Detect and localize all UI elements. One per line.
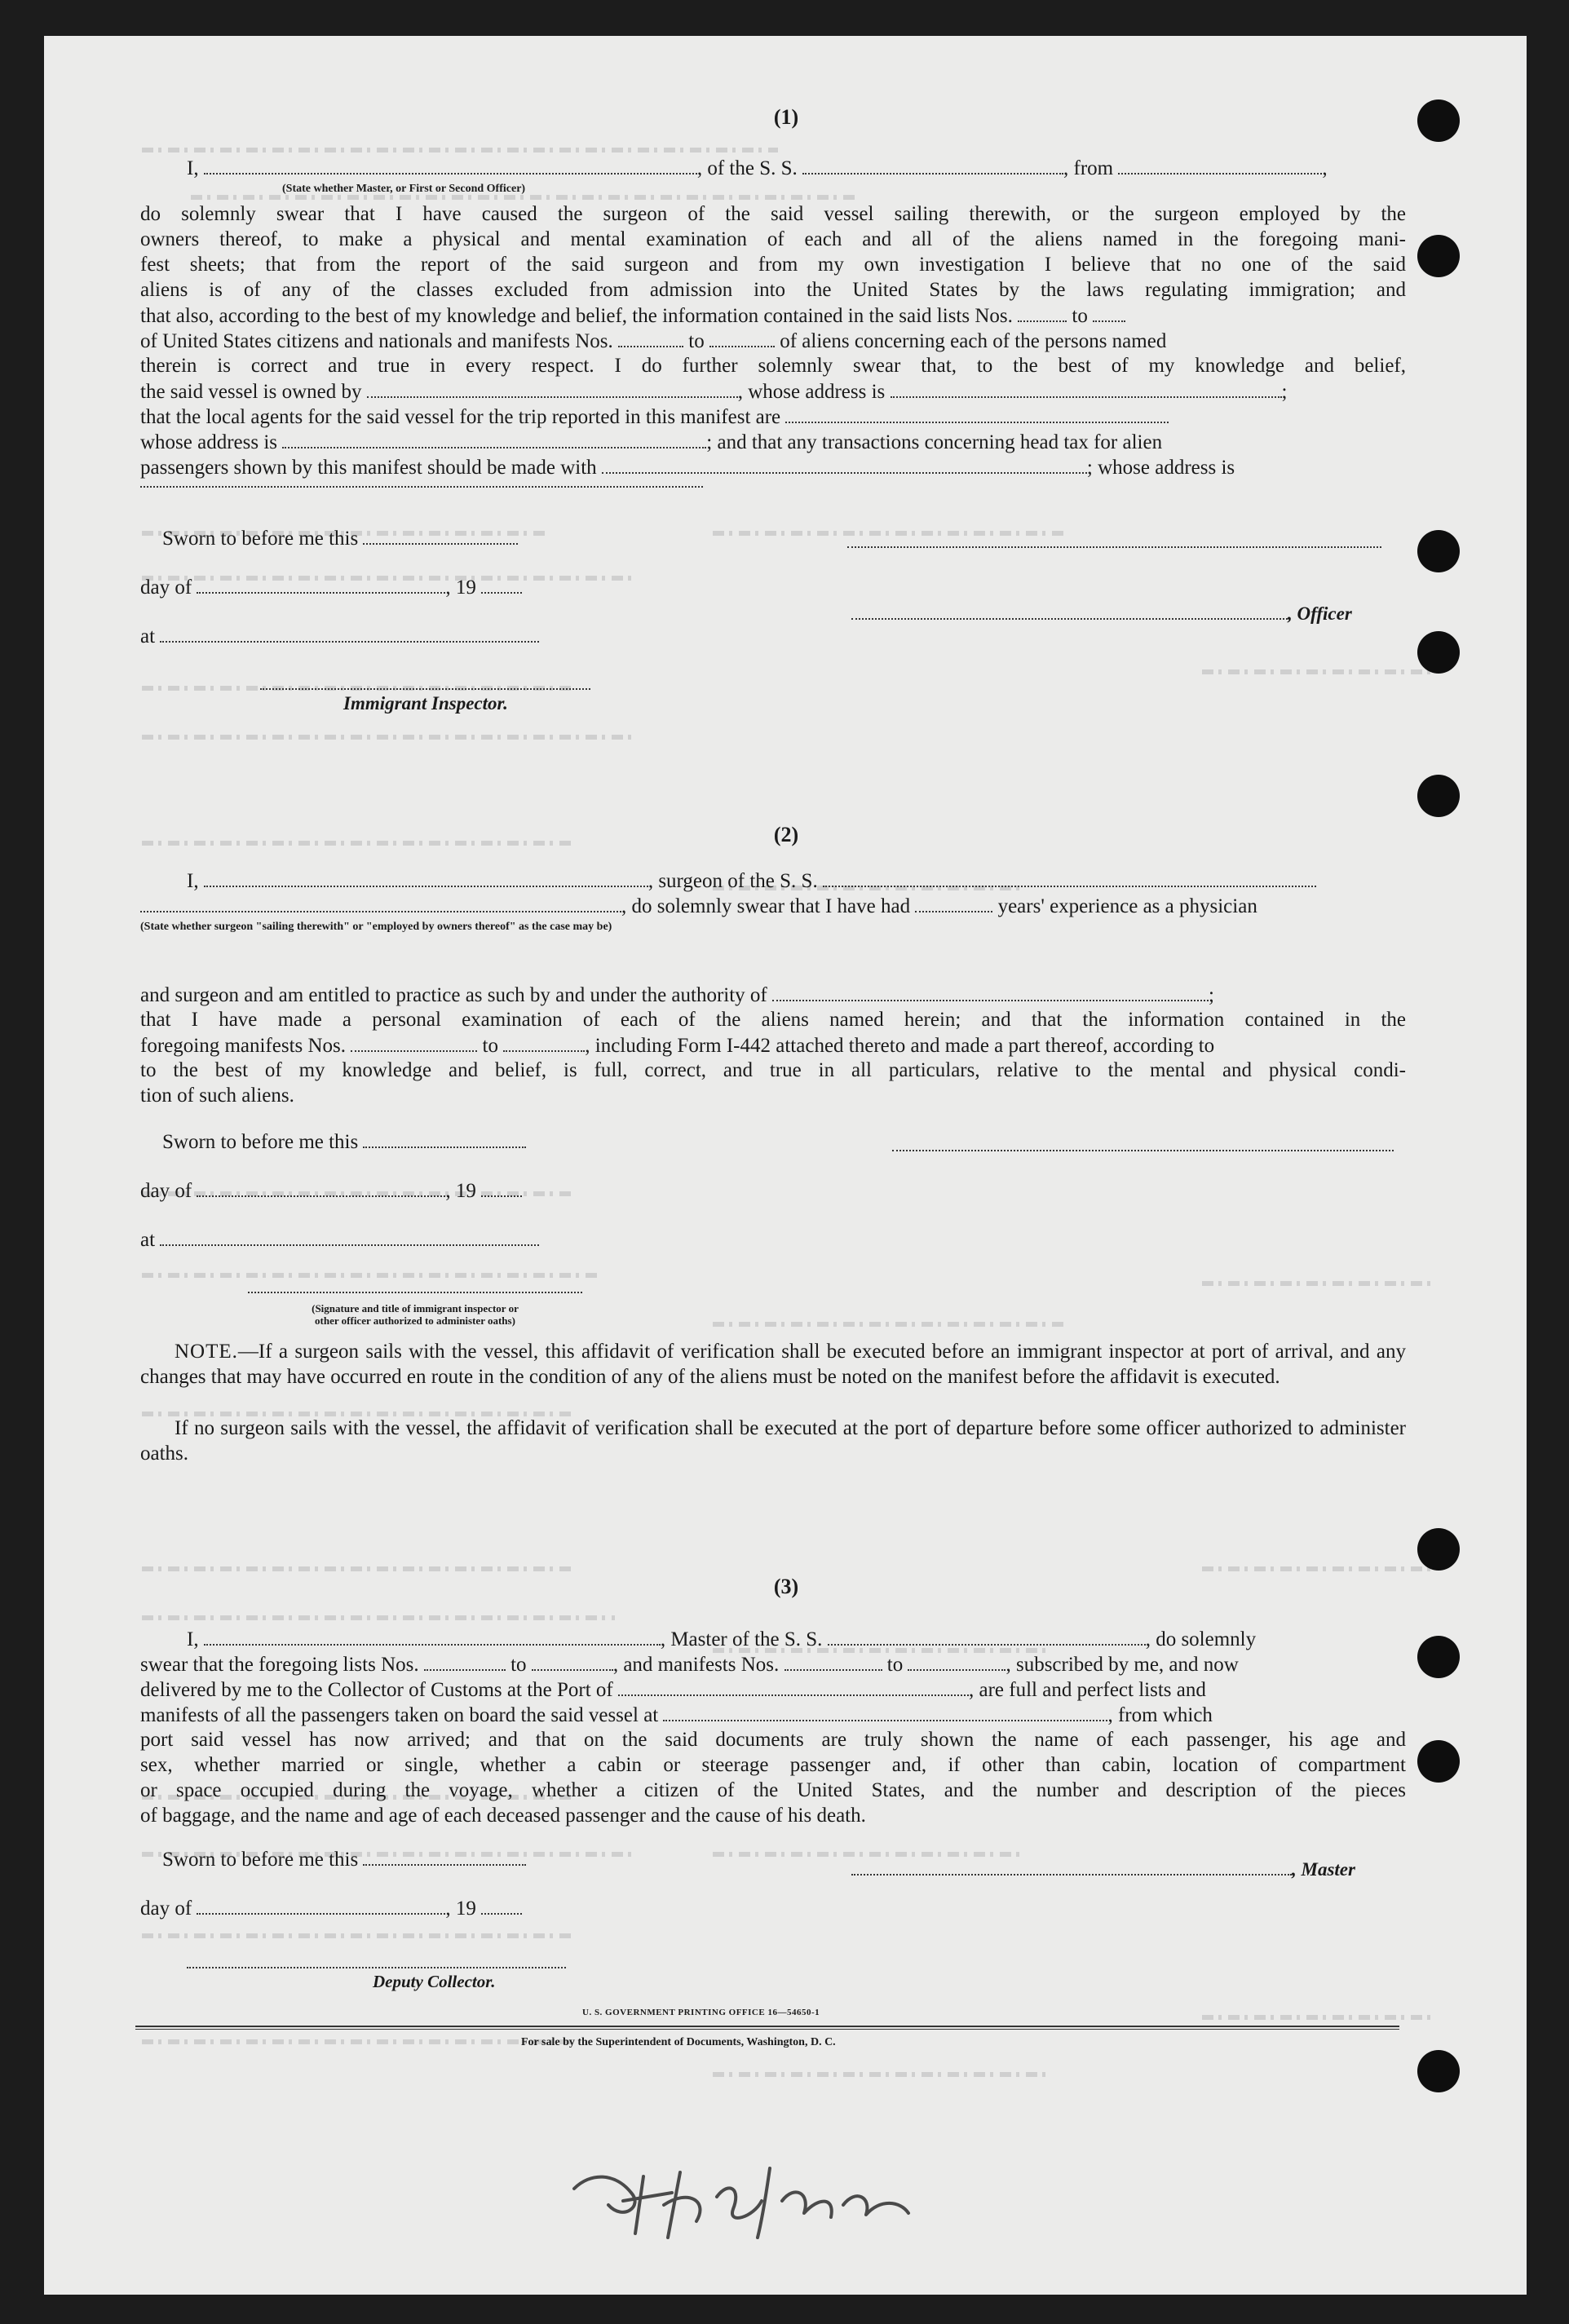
master-lists-to-field[interactable] [532, 1651, 613, 1671]
master-sworn-date-field[interactable] [363, 1846, 526, 1866]
affidavit-2-body-end: to the best of my knowledge and belief, is full, correct, and true in all particulars, relative to the mental and physical condi- tion of such aliens. [140, 1059, 1406, 1107]
master-vessel-field[interactable] [828, 1626, 1146, 1646]
sale-notice: For sale by the Superintendent of Documents, Washington, D. C. [521, 2036, 836, 2048]
affidavit-2-at: at [140, 1226, 539, 1253]
agents-field[interactable] [785, 404, 1169, 423]
master-name-field[interactable] [204, 1626, 661, 1646]
port-of-arrival-field[interactable] [618, 1677, 969, 1696]
month-field[interactable] [197, 574, 445, 594]
affidavit-2-day-of: day of , 19 [140, 1177, 522, 1204]
port-of-embarkation-field[interactable] [663, 1702, 1107, 1721]
affidavit-1-owned-line: the said vessel is owned by , whose address is ; [140, 378, 1287, 404]
deputy-collector-signature-line[interactable] [187, 1967, 566, 1968]
affidavit-3-line-2: swear that the foregoing lists Nos. to , and manifests Nos. to , subscribed by me, and now [140, 1651, 1239, 1677]
footer-rule-2 [135, 2029, 1399, 2030]
punch-hole [1417, 530, 1460, 572]
master-month-field[interactable] [197, 1895, 445, 1915]
affidavit-2-sworn: Sworn to before me this [162, 1129, 526, 1155]
punch-hole [1417, 1636, 1460, 1678]
affidavit-1-agents-address-line: whose address is ; and that any transactions concerning head tax for alien [140, 429, 1162, 455]
manifests-from-field[interactable] [618, 328, 683, 347]
inspector-signature-line[interactable] [260, 688, 590, 690]
note-paragraph: NOTE.—If a surgeon sails with the vessel, this affidavit of verification shall be executed before an immigrant inspector at port of arrival, and any changes that may have occurred en route in the condition of any of the aliens must be noted on the manifest before the affidavit is executed. [140, 1341, 1406, 1388]
punch-hole [1417, 775, 1460, 817]
authority-field[interactable] [772, 982, 1209, 1001]
agents-address-field[interactable] [282, 429, 706, 448]
surgeon-caption: (State whether surgeon "sailing therewith" or "employed by owners thereof" as the case may be) [140, 921, 612, 933]
master-manifests-from-field[interactable] [784, 1651, 882, 1671]
handwritten-annotation [566, 2156, 925, 2246]
manifests-to-field[interactable] [709, 328, 775, 347]
surgeon-manifests-to-field[interactable] [503, 1032, 585, 1052]
affidavit-2-body-line: that I have made a personal examination of each of the aliens named herein; and that the information contained in the [140, 1009, 1406, 1031]
lists-to-field[interactable] [1093, 303, 1125, 322]
surgeon-signature-line[interactable] [892, 1150, 1394, 1151]
affidavit-3-line-3: delivered by me to the Collector of Customs at the Port of , are full and perfect lists and [140, 1677, 1206, 1703]
master-year-field[interactable] [481, 1895, 522, 1915]
surgeon-name-field[interactable] [204, 868, 648, 887]
affidavit-2-authority-line: and surgeon and am entitled to practice as such by and under the authority of ; [140, 982, 1214, 1008]
surgeon-status-field[interactable] [140, 893, 621, 912]
note-paragraph-2: If no surgeon sails with the vessel, the affidavit of verification shall be executed at the port of departure before some officer authorized to administer oaths. [140, 1417, 1406, 1465]
affidavit-1-day-of: day of , 19 [140, 574, 522, 600]
affidavit-1-agents-line: that the local agents for the said vessel for the trip reported in this manifest are [140, 404, 1169, 430]
passengers-address-continuation [140, 486, 703, 488]
affidavit-3-day-of: day of , 19 [140, 1895, 522, 1921]
affidavit-2-manifests-line: foregoing manifests Nos. to , including Form I-442 attached thereto and made a part thereof, according to [140, 1032, 1214, 1058]
years-experience-field[interactable] [915, 893, 992, 912]
port-from-field[interactable] [1118, 155, 1322, 175]
surgeon-sworn-date-field[interactable] [363, 1129, 526, 1148]
punch-hole [1417, 2050, 1460, 2092]
affidavit-1-line-1: I, , of the S. S. , from , [187, 155, 1328, 181]
affidavit-2-line-1: I, , surgeon of the S. S. [187, 868, 1316, 894]
surgeon-vessel-field[interactable] [823, 868, 1316, 887]
affidavit-1-heading: (1) [773, 105, 799, 129]
surgeon-manifests-from-field[interactable] [351, 1032, 477, 1052]
lists-from-field[interactable] [1018, 303, 1067, 322]
surgeon-month-field[interactable] [197, 1177, 445, 1197]
affidavit-1-officer-line: , Officer [851, 600, 1352, 626]
master-signature-field[interactable] [851, 1856, 1292, 1876]
year-field[interactable] [481, 574, 522, 594]
punch-hole [1417, 631, 1460, 674]
affidavit-1-body: do solemnly swear that I have caused the surgeon of the said vessel sailing therewith, or the surgeon employed by the owners thereof, to make a physical and mental examination of each and all of the aliens named in the foregoing mani- fest sheets; that from the report of the said surgeon and from my own investigation I believe that no one of the said aliens is of any of the classes excluded from admission into the United States by the laws regulating immigration; and [140, 203, 1406, 301]
affidavit-3-line-1: I, , Master of the S. S. , do solemnly [187, 1626, 1256, 1652]
affidavit-3-body: port said vessel has now arrived; and that on the said documents are truly shown the name of each passenger, his age and sex, whether married or single, whether a cabin or steerage passenger and, if other than cabin, location of compartment or space occupied during the voyage, whether a citizen of the United States, and the number and description of the pieces of baggage, and the name and age of each deceased passenger and the cause of his death. [140, 1729, 1406, 1827]
affidavit-1-correct-line: therein is correct and true in every respect. I do further solemnly swear that, to the best of my knowledge and belief, [140, 355, 1406, 377]
immigrant-inspector-label: Immigrant Inspector. [343, 693, 508, 714]
affidavit-1-at: at [140, 623, 539, 649]
affidavit-2-line-2: , do solemnly swear that I have had years' experience as a physician [140, 893, 1257, 919]
sworn-date-field[interactable] [363, 525, 518, 545]
printing-office-line: U. S. GOVERNMENT PRINTING OFFICE 16—54650-1 [582, 2008, 820, 2017]
master-manifests-to-field[interactable] [908, 1651, 1005, 1671]
officer-caption: (State whether Master, or First or Second Officer) [282, 183, 526, 195]
vessel-name-field[interactable] [802, 155, 1063, 175]
affidavit-1-signature-line-1 [847, 546, 1381, 548]
punch-hole [1417, 235, 1460, 277]
surgeon-place-field[interactable] [160, 1226, 539, 1246]
manifest-page [44, 36, 1527, 2295]
master-lists-from-field[interactable] [424, 1651, 506, 1671]
head-tax-contact-field[interactable] [602, 454, 1087, 474]
punch-hole [1417, 99, 1460, 142]
affidavit-1-manifests-line: of United States citizens and nationals and manifests Nos. to of aliens concerning each of the persons named [140, 328, 1166, 354]
place-field[interactable] [160, 623, 539, 643]
affidavit-3-master-line: , Master [851, 1856, 1355, 1882]
owner-address-field[interactable] [891, 378, 1282, 398]
officer-name-field[interactable] [204, 155, 697, 175]
affidavit-2-heading: (2) [773, 823, 799, 846]
punch-hole [1417, 1528, 1460, 1571]
affidavit-3-heading: (3) [773, 1575, 799, 1598]
affidavit-3-sworn: Sworn to before me this [162, 1846, 526, 1872]
signature-caption: (Signature and title of immigrant inspector or other officer authorized to administer oaths) [312, 1302, 519, 1327]
affidavit-1-passengers-line: passengers shown by this manifest should be made with ; whose address is [140, 454, 1235, 480]
surgeon-year-field[interactable] [481, 1177, 522, 1197]
administering-officer-signature-line[interactable] [248, 1292, 582, 1293]
affidavit-1-sworn: Sworn to before me this [162, 525, 518, 551]
affidavit-1-lists-line: that also, according to the best of my knowledge and belief, the information contained in the said lists Nos. to [140, 303, 1125, 329]
owner-field[interactable] [367, 378, 738, 398]
affidavit-3-line-4: manifests of all the passengers taken on board the said vessel at , from which [140, 1702, 1213, 1728]
officer-signature-field[interactable] [851, 600, 1288, 620]
deputy-collector-label: Deputy Collector. [373, 1972, 496, 1991]
footer-rule [135, 2026, 1399, 2027]
punch-hole [1417, 1740, 1460, 1783]
